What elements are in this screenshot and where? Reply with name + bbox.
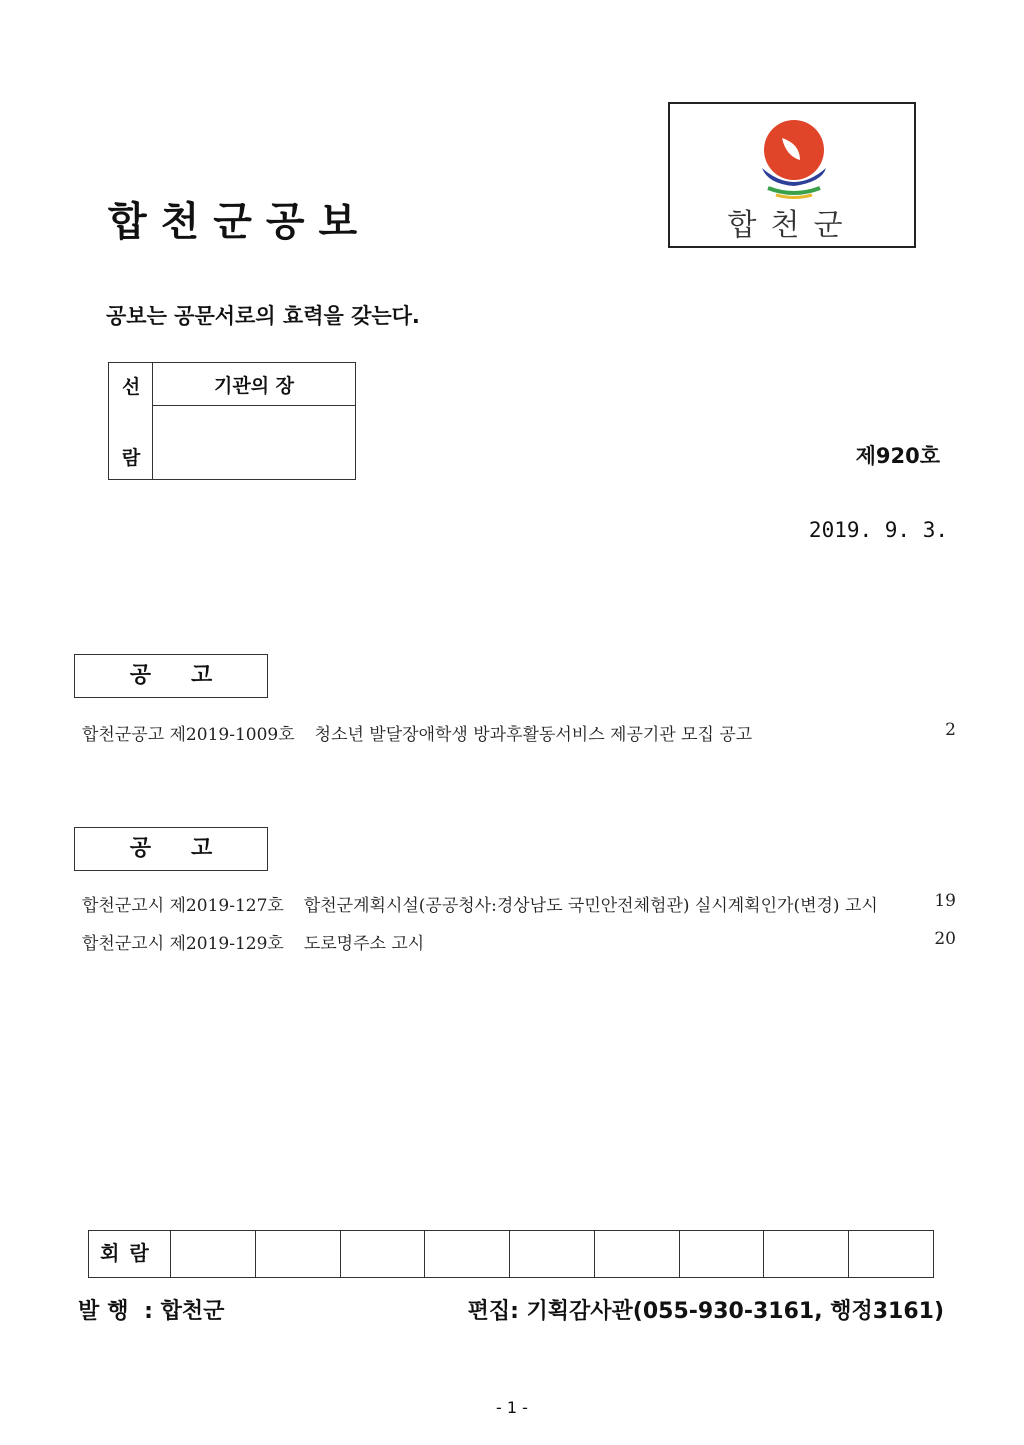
editor-info: 편집: 기획감사관(055-930-3161, 행정3161) xyxy=(467,1299,944,1324)
entry-title: 도로명주소 고시 xyxy=(303,934,425,954)
county-logo-box xyxy=(668,102,916,248)
entry-code: 합천군고시 제2019-127호 xyxy=(82,896,284,916)
section-heading-notices-2 xyxy=(74,827,268,871)
circulation-cell xyxy=(764,1231,849,1277)
approval-header-label: 기관의 장 xyxy=(213,375,295,397)
circulation-cell xyxy=(680,1231,765,1277)
page-number: - 1 - xyxy=(496,1398,528,1417)
circulation-cell xyxy=(341,1231,426,1277)
entry-title: 합천군계획시설(공공청사:경상남도 국민안전체험관) 실시계획인가(변경) 고시 xyxy=(303,896,878,916)
gazette-title: 합천군공보 xyxy=(108,199,372,245)
circulation-cell xyxy=(256,1231,341,1277)
approval-side-label-top: 선 xyxy=(121,376,141,398)
circulation-cell xyxy=(171,1231,256,1277)
list-item[interactable] xyxy=(82,891,956,916)
circulation-cell xyxy=(849,1231,933,1277)
approval-box xyxy=(108,362,356,480)
entry-code: 합천군공고 제2019-1009호 xyxy=(82,725,295,745)
section-heading-notices-1 xyxy=(74,654,268,698)
entry-code: 합천군고시 제2019-129호 xyxy=(82,934,284,954)
publisher: 발행 : 합천군 xyxy=(78,1299,225,1324)
section-heading-label: 공고 xyxy=(129,663,253,688)
entry-page: 19 xyxy=(934,891,956,911)
issue-number: 제920호 xyxy=(855,444,940,468)
county-emblem-icon xyxy=(756,116,832,200)
approval-divider xyxy=(153,405,355,406)
circulation-cell xyxy=(595,1231,680,1277)
list-item[interactable] xyxy=(82,929,956,954)
entry-title: 청소년 발달장애학생 방과후활동서비스 제공기관 모집 공고 xyxy=(314,725,753,745)
publisher-name: 합천군 xyxy=(160,1299,225,1324)
circulation-cell xyxy=(510,1231,595,1277)
gazette-subtitle: 공보는 공문서로의 효력을 갖는다. xyxy=(106,304,420,328)
circulation-label: 회람 xyxy=(89,1231,171,1277)
issue-date: 2019. 9. 3. xyxy=(808,518,948,542)
circulation-cell xyxy=(425,1231,510,1277)
list-item[interactable] xyxy=(82,720,956,745)
section-heading-label: 공고 xyxy=(129,836,253,861)
logo-text: 합천군 xyxy=(727,208,857,243)
entry-page: 20 xyxy=(934,929,956,949)
entry-page: 2 xyxy=(945,720,956,740)
publisher-label: 발행 xyxy=(78,1299,137,1324)
approval-side-label-bottom: 람 xyxy=(121,447,141,469)
circulation-table xyxy=(88,1230,934,1278)
